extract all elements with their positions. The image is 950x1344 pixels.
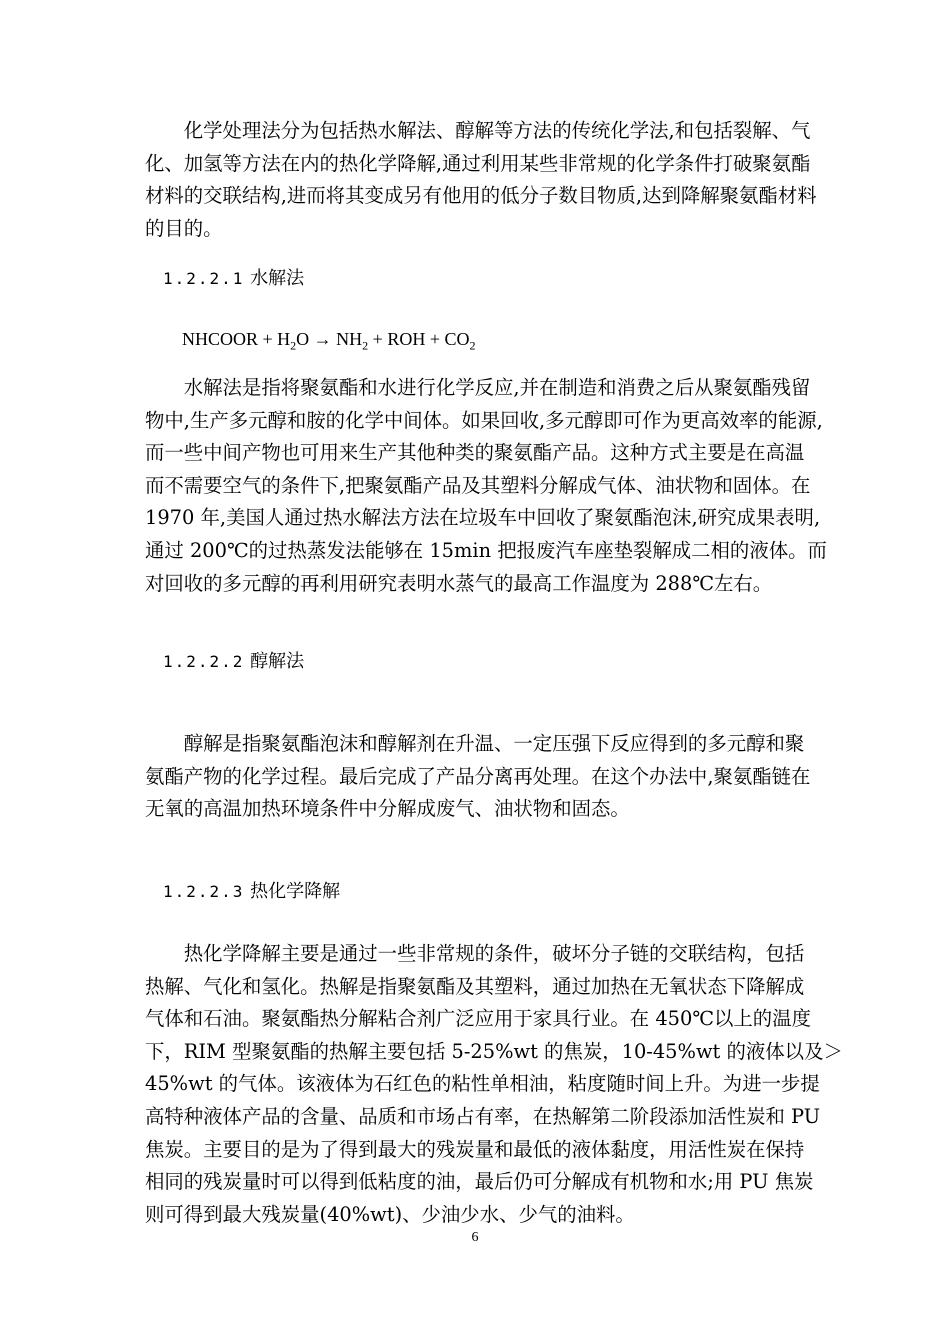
paragraph-alcoholysis — [145, 728, 815, 826]
paragraph-line: 1970 年,美国人通过热水解法方法在垃圾车中回收了聚氨酯泡沫,研究成果表明, — [145, 506, 821, 530]
paragraph-line: 热化学降解主要是通过一些非常规的条件，破坏分子链的交联结构，包括 — [145, 942, 805, 965]
paragraph-line: 通过 200℃的过热蒸发法能够在 15min 把报废汽车座垫裂解成二相的液体。而 — [145, 538, 827, 562]
paragraph-line: 无氧的高温加热环境条件中分解成废气、油状物和固态。 — [145, 797, 630, 821]
paragraph-hydrolysis — [145, 372, 827, 600]
section-title: 热化学降解 — [250, 881, 341, 902]
section-number: 1.2.2.1 — [163, 269, 245, 288]
equation-subscript: 2 — [362, 338, 369, 353]
section-title: 水解法 — [250, 268, 305, 289]
paragraph-line: 的目的。 — [145, 216, 223, 240]
paragraph-line: 而一些中间产物也可用来生产其他种类的聚氨酯产品。这种方式主要是在高温 — [145, 441, 805, 465]
paragraph-line: 45%wt 的气体。该液体为石红色的粘性单相油，粘度随时间上升。为进一步提 — [145, 1072, 820, 1096]
equation-part: NHCOOR + H — [182, 329, 291, 349]
equation-subscript: 2 — [469, 338, 476, 353]
paragraph-line: 而不需要空气的条件下,把聚氨酯产品及其塑料分解成气体、油状物和固体。在 — [145, 473, 811, 497]
paragraph-thermochemical — [145, 938, 843, 1231]
section-heading-alcoholysis — [163, 650, 304, 674]
paragraph-line: 热解、气化和氢化。热解是指聚氨酯及其塑料，通过加热在无氧状态下降解成 — [145, 974, 805, 998]
paragraph-line: 气体和石油。聚氨酯热分解粘合剂广泛应用于家具行业。在 450℃以上的温度 — [145, 1007, 811, 1031]
equation-part: + ROH + CO — [368, 329, 470, 349]
section-number: 1.2.2.2 — [163, 652, 245, 671]
section-title: 醇解法 — [250, 651, 305, 672]
section-number: 1.2.2.3 — [163, 882, 245, 901]
paragraph-intro — [145, 115, 815, 245]
paragraph-line: 化、加氢等方法在内的热化学降解,通过利用某些非常规的化学条件打破聚氨酯 — [145, 151, 811, 175]
equation-subscript: 2 — [290, 338, 297, 353]
paragraph-line: 对回收的多元醇的再利用研究表明水蒸气的最高工作温度为 288℃左右。 — [145, 571, 773, 595]
paragraph-line: 化学处理法分为包括热水解法、醇解等方法的传统化学法,和包括裂解、气 — [145, 119, 811, 142]
section-heading-hydrolysis — [163, 267, 304, 291]
paragraph-line: 焦炭。主要目的是为了得到最大的残炭量和最低的液体黏度，用活性炭在保持 — [145, 1137, 805, 1161]
paragraph-line: 高特种液体产品的含量、品质和市场占有率，在热解第二阶段添加活性炭和 PU — [145, 1104, 821, 1128]
paragraph-line: 氨酯产物的化学过程。最后完成了产品分离再处理。在这个办法中,聚氨酯链在 — [145, 764, 811, 788]
paragraph-line: 水解法是指将聚氨酯和水进行化学反应,并在制造和消费之后从聚氨酯残留 — [145, 376, 811, 399]
paragraph-line: 相同的残炭量时可以得到低粘度的油，最后仍可分解成有机物和水;用 PU 焦炭 — [145, 1170, 814, 1194]
paragraph-line: 则可得到最大残炭量(40%wt)、少油少水、少气的油料。 — [145, 1202, 635, 1226]
section-heading-thermochemical — [163, 880, 340, 904]
paragraph-line: 材料的交联结构,进而将其变成另有他用的低分子数目物质,达到降解聚氨酯材料 — [145, 184, 817, 208]
paragraph-line: 下，RIM 型聚氨酯的热解主要包括 5-25%wt 的焦炭，10-45%wt 的液体以及＞ — [145, 1039, 843, 1063]
equation-part: O → NH — [296, 329, 363, 349]
chemical-equation — [182, 326, 475, 359]
paragraph-line: 物中,生产多元醇和胺的化学中间体。如果回收,多元醇即可作为更高效率的能源, — [145, 408, 823, 432]
paragraph-line: 醇解是指聚氨酯泡沫和醇解剂在升温、一定压强下反应得到的多元醇和聚 — [145, 732, 805, 755]
page-number: 6 — [471, 1230, 479, 1245]
